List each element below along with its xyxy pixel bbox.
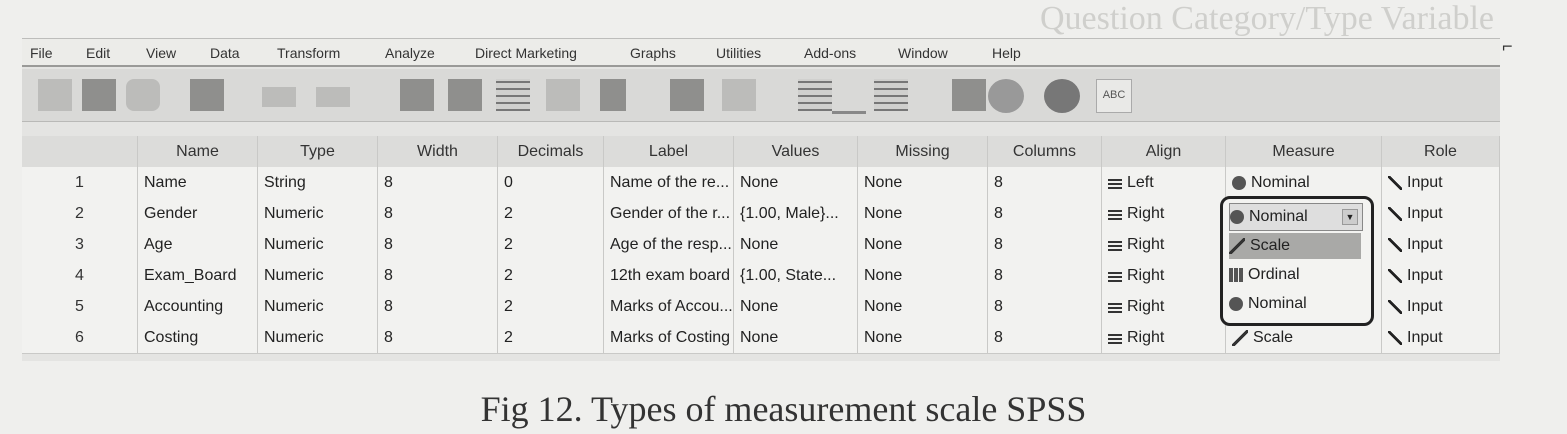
align-right-icon [1108,301,1122,313]
cell-decimals[interactable]: 0 [498,167,604,198]
align-right-icon [1108,270,1122,282]
input-role-icon [1388,269,1402,283]
align-value: Right [1127,267,1165,284]
cell-label[interactable]: Marks of Costing [604,322,734,353]
measure-selected-value: Nominal [1249,208,1308,225]
cell-name[interactable]: Costing [138,322,258,353]
cell-role[interactable] [1382,198,1500,229]
variables-icon[interactable] [496,79,530,111]
cell-values[interactable]: None [734,322,858,353]
cell-align[interactable] [1102,198,1226,229]
background-page-text: Question Category/Type Variable [1040,0,1494,37]
header-missing[interactable]: Missing [858,136,988,167]
cell-name[interactable]: Exam_Board [138,260,258,291]
input-role-icon [1388,207,1402,221]
cell-decimals[interactable]: 2 [498,322,604,353]
menu-transform[interactable]: Transform [277,45,341,61]
cell-width[interactable]: 8 [378,229,498,260]
spell-check-icon[interactable]: ABC [1096,79,1132,113]
cell-type[interactable]: Numeric [258,291,378,322]
table-row [22,322,1500,354]
cell-width[interactable]: 8 [378,167,498,198]
option-label: Ordinal [1248,266,1300,283]
align-value: Right [1127,236,1165,253]
cell-missing[interactable]: None [858,229,988,260]
header-type[interactable]: Type [258,136,378,167]
role-value: Input [1407,205,1443,222]
role-value: Input [1407,267,1443,284]
cell-type[interactable]: Numeric [258,198,378,229]
corner-mark: ⌐ [1502,36,1513,56]
input-role-icon [1388,300,1402,314]
header-decimals[interactable]: Decimals [498,136,604,167]
open-icon[interactable] [38,79,72,111]
goto-case-icon[interactable] [400,79,434,111]
cell-columns[interactable]: 8 [988,322,1102,353]
input-role-icon [1388,331,1402,345]
header-width[interactable]: Width [378,136,498,167]
align-right-icon [1108,332,1122,344]
role-value: Input [1407,236,1443,253]
split-file-icon[interactable] [798,79,832,111]
redo-icon[interactable] [316,87,350,107]
role-value: Input [1407,298,1443,315]
find-icon[interactable] [600,79,626,111]
header-label[interactable]: Label [604,136,734,167]
save-icon[interactable] [82,79,116,111]
cell-label[interactable]: Marks of Accou... [604,291,734,322]
cell-role[interactable] [1382,260,1500,291]
value-labels-icon[interactable] [952,79,986,111]
scale-icon [1232,330,1248,346]
cell-columns[interactable]: 8 [988,291,1102,322]
cell-align[interactable] [1102,291,1226,322]
nominal-icon [1229,297,1243,311]
cell-values[interactable]: None [734,291,858,322]
row-number[interactable]: 4 [22,260,138,291]
cell-name[interactable]: Gender [138,198,258,229]
role-value: Input [1407,174,1443,191]
print-icon[interactable] [126,79,160,111]
align-right-icon [1108,208,1122,220]
cell-width[interactable]: 8 [378,322,498,353]
cell-name[interactable]: Name [138,167,258,198]
menu-add-ons[interactable]: Add-ons [804,45,857,61]
menu-graphs[interactable]: Graphs [630,45,676,61]
select-cases-icon[interactable] [874,79,908,111]
measure-dropdown [1220,196,1374,326]
cell-align[interactable] [1102,260,1226,291]
menu-help[interactable]: Help [992,45,1021,61]
cell-values[interactable]: {1.00, State... [734,260,858,291]
cell-decimals[interactable]: 2 [498,291,604,322]
cell-role[interactable] [1382,291,1500,322]
nominal-icon [1230,210,1244,224]
undo-icon[interactable] [262,87,296,107]
cell-align[interactable] [1102,229,1226,260]
header-columns[interactable]: Columns [988,136,1102,167]
cell-label[interactable]: 12th exam board [604,260,734,291]
align-value: Right [1127,298,1165,315]
cell-role[interactable] [1382,167,1500,198]
header-align[interactable]: Align [1102,136,1226,167]
ordinal-icon [1229,268,1243,282]
scale-icon [1229,238,1245,254]
nominal-icon [1232,176,1246,190]
row-number[interactable]: 1 [22,167,138,198]
cell-decimals[interactable]: 2 [498,260,604,291]
toolbar [22,69,1500,122]
cell-values[interactable]: {1.00, Male}... [734,198,858,229]
cell-columns[interactable]: 8 [988,198,1102,229]
input-role-icon [1388,238,1402,252]
cell-name[interactable]: Accounting [138,291,258,322]
header-name[interactable]: Name [138,136,258,167]
align-value: Left [1127,174,1154,191]
input-role-icon [1388,176,1402,190]
cell-label[interactable]: Gender of the r... [604,198,734,229]
dialog-recall-icon[interactable] [190,79,224,111]
row-number[interactable]: 2 [22,198,138,229]
menu-analyze[interactable]: Analyze [385,45,435,61]
run-descriptives-icon[interactable] [546,79,580,111]
cell-type[interactable]: Numeric [258,322,378,353]
measure-value: Nominal [1251,174,1310,191]
option-label: Scale [1250,237,1291,254]
measure-value: Scale [1253,329,1294,346]
cell-decimals[interactable]: 2 [498,198,604,229]
cell-missing[interactable]: None [858,167,988,198]
cell-width[interactable]: 8 [378,198,498,229]
row-number[interactable]: 3 [22,229,138,260]
figure-caption: Fig 12. Types of measurement scale SPSS [480,389,1087,429]
align-value: Right [1127,205,1165,222]
row-number[interactable]: 5 [22,291,138,322]
cell-measure[interactable] [1226,322,1382,353]
measure-option-nominal[interactable] [1229,291,1361,317]
cell-missing[interactable]: None [858,322,988,353]
cell-columns[interactable]: 8 [988,229,1102,260]
cell-width[interactable]: 8 [378,291,498,322]
cell-values[interactable]: None [734,229,858,260]
measure-option-ordinal[interactable] [1229,262,1361,288]
menu-view[interactable]: View [146,45,177,61]
cell-name[interactable]: Age [138,229,258,260]
cell-label[interactable]: Name of the re... [604,167,734,198]
cell-align[interactable] [1102,167,1226,198]
role-value: Input [1407,329,1443,346]
chevron-down-icon[interactable]: ▼ [1342,209,1358,225]
header-rownum [22,136,138,167]
cell-type[interactable]: Numeric [258,229,378,260]
menu-data[interactable]: Data [210,45,240,61]
menu-direct-marketing[interactable]: Direct Marketing [475,45,577,61]
insert-variable-icon[interactable] [722,79,756,111]
menu-edit[interactable]: Edit [86,45,111,61]
weight-cases-icon[interactable] [832,79,866,114]
align-right-icon [1108,239,1122,251]
cell-missing[interactable]: None [858,198,988,229]
menu-bar [22,39,1500,67]
goto-variable-icon[interactable] [448,79,482,111]
cell-columns[interactable]: 8 [988,260,1102,291]
insert-cases-icon[interactable] [670,79,704,111]
header-row [22,136,1500,168]
menu-window[interactable]: Window [898,45,948,61]
cell-values[interactable]: None [734,167,858,198]
show-all-variables-icon[interactable] [1044,79,1080,113]
measure-option-scale[interactable] [1229,233,1361,259]
cell-measure[interactable] [1226,167,1382,198]
header-role[interactable]: Role [1382,136,1500,167]
row-number[interactable]: 6 [22,322,138,353]
cell-type[interactable]: String [258,167,378,198]
header-measure[interactable]: Measure [1226,136,1382,167]
cell-role[interactable] [1382,229,1500,260]
cell-align[interactable] [1102,322,1226,353]
align-left-icon [1108,177,1122,189]
option-label: Nominal [1248,295,1307,312]
menu-file[interactable]: File [30,45,53,61]
measure-select[interactable] [1229,203,1363,231]
table-row [22,167,1500,199]
cell-type[interactable]: Numeric [258,260,378,291]
use-variable-sets-icon[interactable] [988,79,1024,113]
cell-width[interactable]: 8 [378,260,498,291]
cell-columns[interactable]: 8 [988,167,1102,198]
menu-utilities[interactable]: Utilities [716,45,762,61]
header-values[interactable]: Values [734,136,858,167]
cell-missing[interactable]: None [858,260,988,291]
cell-label[interactable]: Age of the resp... [604,229,734,260]
align-value: Right [1127,329,1165,346]
cell-role[interactable] [1382,322,1500,353]
cell-decimals[interactable]: 2 [498,229,604,260]
cell-missing[interactable]: None [858,291,988,322]
